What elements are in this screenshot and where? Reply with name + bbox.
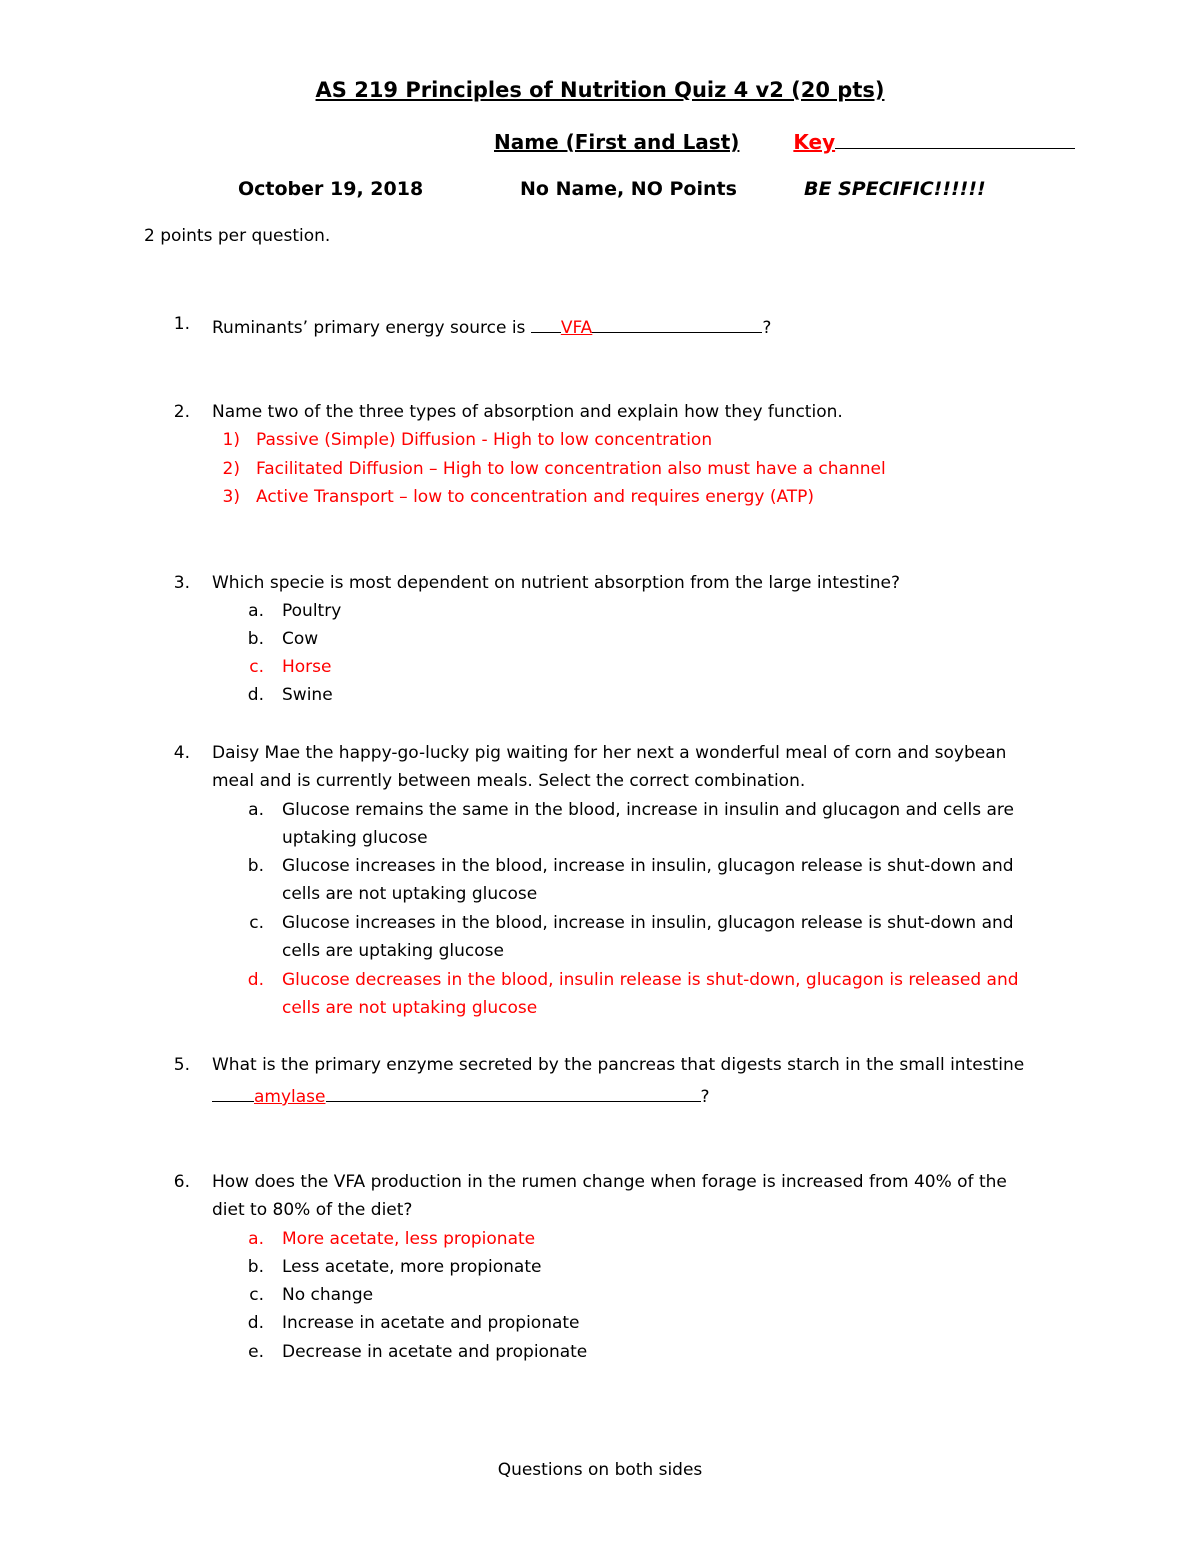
name-label: Name (First and Last) bbox=[494, 130, 740, 154]
date: October 19, 2018 bbox=[238, 178, 424, 200]
answer-blank bbox=[326, 1083, 701, 1102]
option-label: d. bbox=[247, 970, 264, 990]
option-text: Increase in acetate and propionate bbox=[282, 1313, 580, 1333]
question-text: What is the primary enzyme secreted by the pancreas that digests starch in the small intestine bbox=[212, 1055, 1025, 1075]
question-number: 5. bbox=[173, 1055, 190, 1075]
option-text: cells are not uptaking glucose bbox=[282, 884, 538, 904]
footer-note: Questions on both sides bbox=[497, 1460, 703, 1480]
option-label: a. bbox=[248, 601, 264, 621]
option-label: d. bbox=[247, 685, 264, 705]
option-text: uptaking glucose bbox=[282, 828, 428, 848]
question-text: meal and is currently between meals. Select the correct combination. bbox=[212, 771, 806, 791]
question-number: 3. bbox=[173, 573, 190, 593]
answer-label: 2) bbox=[222, 459, 240, 479]
question-end: ? bbox=[762, 317, 772, 338]
answer-text: Facilitated Diffusion – High to low concentration also must have a channel bbox=[256, 459, 886, 479]
option-text: No change bbox=[282, 1285, 374, 1305]
answer-text: Passive (Simple) Diffusion - High to low concentration bbox=[256, 430, 713, 450]
option-label: c. bbox=[249, 1285, 264, 1305]
question-text: Daisy Mae the happy-go-lucky pig waiting for her next a wonderful meal of corn and soybean bbox=[212, 743, 1007, 763]
option-label: c. bbox=[249, 657, 264, 677]
question-number: 6. bbox=[173, 1172, 190, 1192]
question-number: 2. bbox=[173, 402, 190, 422]
question-text: diet to 80% of the diet? bbox=[212, 1200, 413, 1220]
option-label: c. bbox=[249, 913, 264, 933]
name-underline bbox=[835, 128, 1075, 149]
option-label: b. bbox=[247, 1257, 264, 1277]
points-note: 2 points per question. bbox=[144, 226, 331, 246]
option-text: Glucose decreases in the blood, insulin release is shut-down, glucagon is released and bbox=[282, 970, 1019, 990]
question-text: Which specie is most dependent on nutrient absorption from the large intestine? bbox=[212, 573, 901, 593]
answer-blank bbox=[212, 1083, 254, 1102]
question-number: 4. bbox=[173, 743, 190, 763]
answer-blank bbox=[592, 314, 762, 333]
answer-text: amylase bbox=[254, 1086, 326, 1107]
option-text: Decrease in acetate and propionate bbox=[282, 1342, 588, 1362]
question-text: Ruminants’ primary energy source is bbox=[212, 317, 531, 338]
answer-label: 1) bbox=[222, 430, 240, 450]
name-field bbox=[494, 128, 1075, 154]
option-text: Less acetate, more propionate bbox=[282, 1257, 542, 1277]
option-text: Horse bbox=[282, 657, 332, 677]
page-title: AS 219 Principles of Nutrition Quiz 4 v2 (20 pts) bbox=[315, 78, 885, 102]
option-label: a. bbox=[248, 1229, 264, 1249]
answer-text: VFA bbox=[560, 317, 593, 338]
answer-text: Active Transport – low to concentration and requires energy (ATP) bbox=[256, 487, 815, 507]
option-text: Glucose increases in the blood, increase in insulin, glucagon release is shut-down and bbox=[282, 856, 1014, 876]
name-value: Key bbox=[793, 130, 836, 154]
question-text: Name two of the three types of absorption and explain how they function. bbox=[212, 402, 843, 422]
option-text: Swine bbox=[282, 685, 333, 705]
question-text: How does the VFA production in the rumen change when forage is increased from 40% of the bbox=[212, 1172, 1007, 1192]
no-name-warning: No Name, NO Points bbox=[520, 178, 737, 200]
answer-blank bbox=[531, 314, 561, 333]
option-text: Glucose remains the same in the blood, increase in insulin and glucagon and cells are bbox=[282, 800, 1014, 820]
option-label: e. bbox=[248, 1342, 264, 1362]
option-text: Cow bbox=[282, 629, 319, 649]
answer-label: 3) bbox=[222, 487, 240, 507]
be-specific-note: BE SPECIFIC!!!!!! bbox=[804, 178, 986, 200]
question-end: ? bbox=[700, 1086, 710, 1107]
option-text: cells are uptaking glucose bbox=[282, 941, 504, 961]
option-label: d. bbox=[247, 1313, 264, 1333]
option-label: b. bbox=[247, 856, 264, 876]
option-label: a. bbox=[248, 800, 264, 820]
option-text: More acetate, less propionate bbox=[282, 1229, 536, 1249]
option-text: Poultry bbox=[282, 601, 342, 621]
option-label: b. bbox=[247, 629, 264, 649]
option-text: cells are not uptaking glucose bbox=[282, 998, 538, 1018]
question-number: 1. bbox=[173, 314, 190, 334]
option-text: Glucose increases in the blood, increase in insulin, glucagon release is shut-down and bbox=[282, 913, 1014, 933]
